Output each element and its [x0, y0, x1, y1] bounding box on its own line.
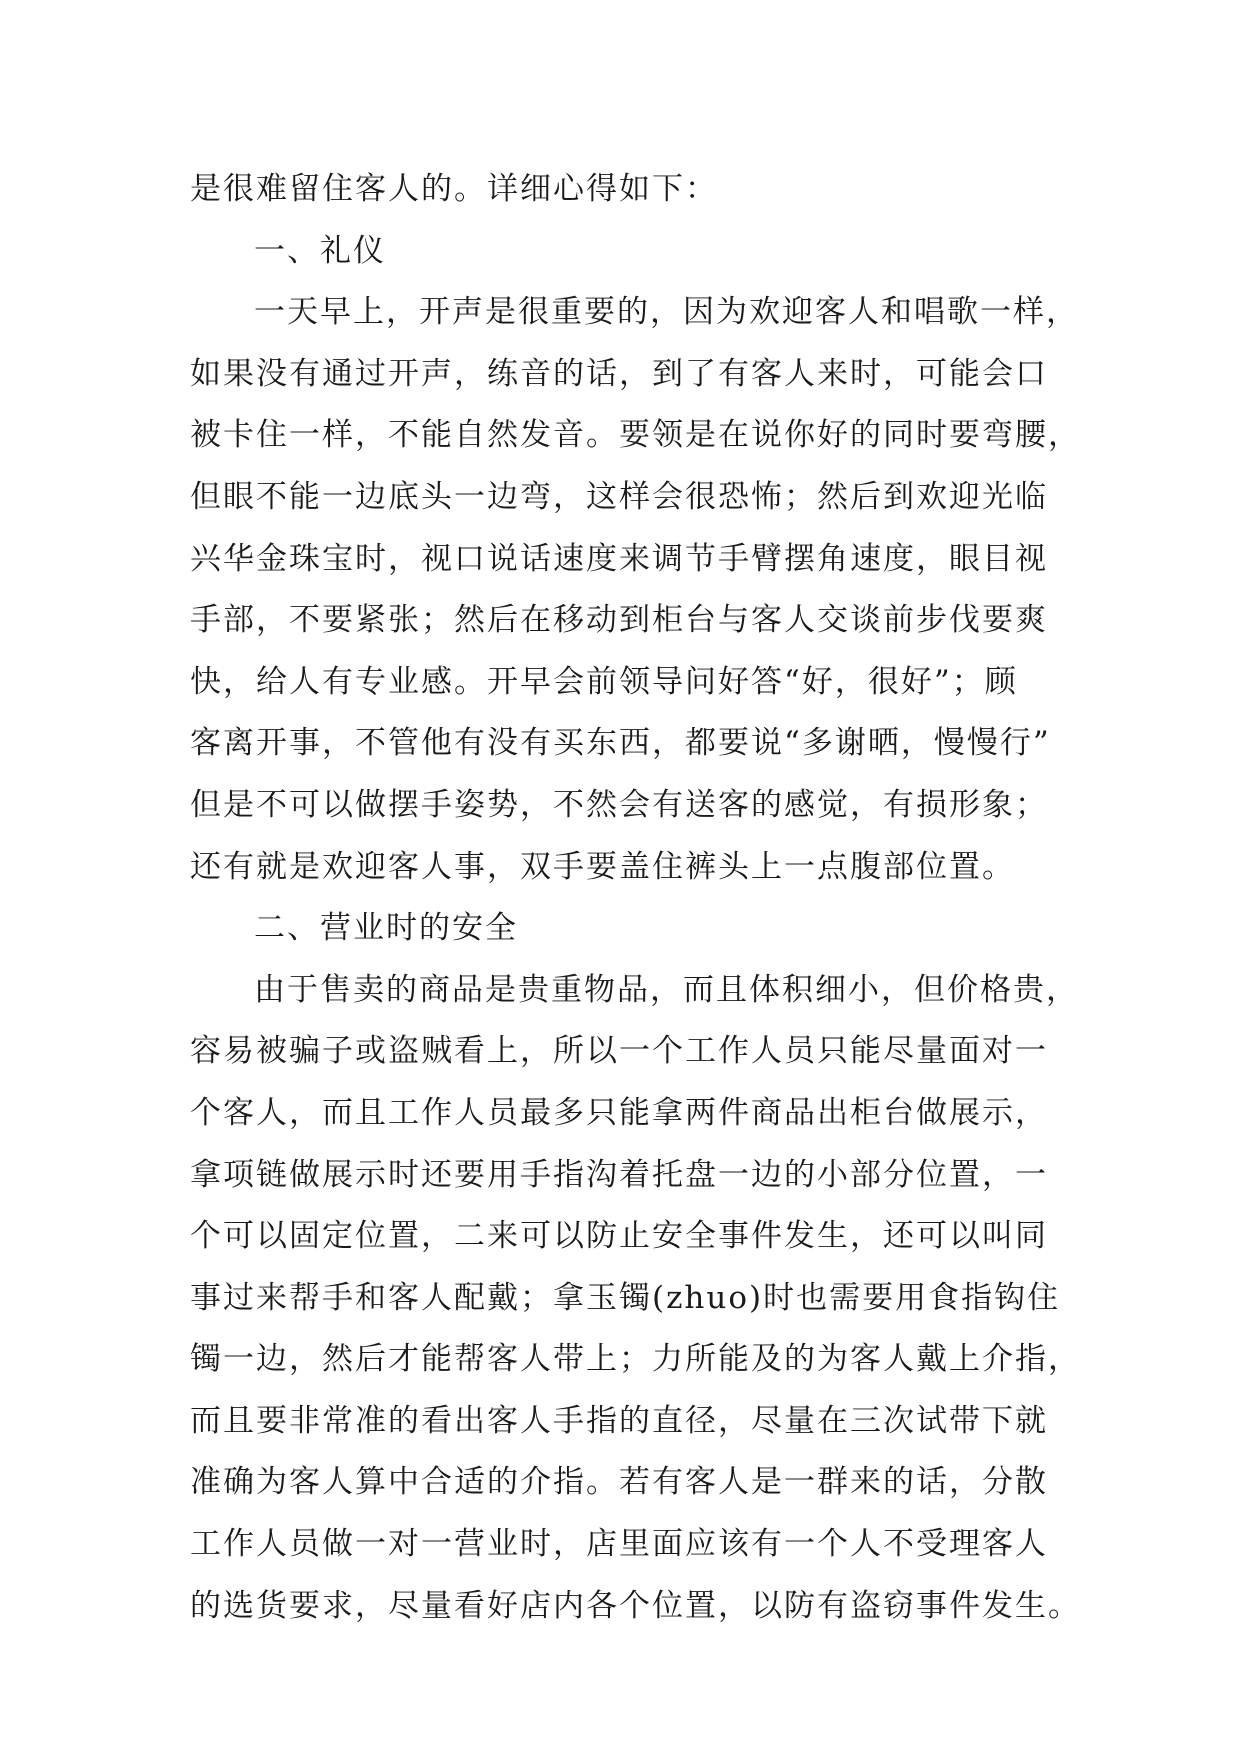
text-line: 容易被骗子或盗贼看上，所以一个工作人员只能尽量面对一: [190, 1033, 1048, 1070]
text-line: 如果没有通过开声，练音的话，到了有客人来时，可能会口: [190, 355, 1048, 392]
document-body: [190, 159, 1081, 1637]
text-line: 事过来帮手和客人配戴；拿玉镯(zhuo)时也需要用食指钩住: [190, 1279, 1061, 1316]
text-line: 工作人员做一对一营业时，店里面应该有一个人不受理客人: [190, 1526, 1048, 1563]
text-line: 被卡住一样，不能自然发音。要领是在说你好的同时要弯腰，: [190, 417, 1081, 454]
text-line: 还有就是欢迎客人事，双手要盖住裤头上一点腹部位置。: [190, 848, 1015, 885]
text-line: 准确为客人算中合适的介指。若有客人是一群来的话，分散: [190, 1464, 1048, 1501]
section-heading-etiquette: 一、礼仪: [254, 232, 386, 269]
text-line: 客离开事，不管他有没有买东西，都要说“多谢晒，慢慢行”: [190, 725, 1051, 762]
text-line: 手部，不要紧张；然后在移动到柜台与客人交谈前步伐要爽: [190, 602, 1048, 639]
text-line: 的选货要求，尽量看好店内各个位置，以防有盗窃事件发生。: [190, 1587, 1081, 1624]
text-line: 兴华金珠宝时，视口说话速度来调节手臂摆角速度，眼目视: [190, 540, 1048, 577]
text-line: 拿项链做展示时还要用手指沟着托盘一边的小部分位置，一: [190, 1156, 1048, 1193]
text-line: 快，给人有专业感。开早会前领导问好答“好，很好”；顾: [190, 663, 1018, 700]
text-line: 但是不可以做摆手姿势，不然会有送客的感觉，有损形象；: [190, 786, 1048, 823]
text-line: 一天早上，开声是很重要的，因为欢迎客人和唱歌一样，: [254, 294, 1079, 331]
text-line: 是很难留住客人的。详细心得如下：: [190, 171, 718, 207]
section-heading-safety: 二、营业时的安全: [254, 910, 518, 947]
text-line: 镯一边，然后才能帮客人带上；力所能及的为客人戴上介指，: [190, 1341, 1081, 1378]
text-line: 但眼不能一边底头一边弯，这样会很恐怖；然后到欢迎光临: [190, 478, 1048, 515]
text-line: 而且要非常准的看出客人手指的直径，尽量在三次试带下就: [190, 1402, 1048, 1439]
text-line: 个可以固定位置，二来可以防止安全事件发生，还可以叫同: [190, 1218, 1048, 1255]
text-line: 由于售卖的商品是贵重物品，而且体积细小，但价格贵，: [254, 971, 1079, 1008]
text-line: 个客人，而且工作人员最多只能拿两件商品出柜台做展示，: [190, 1094, 1048, 1131]
